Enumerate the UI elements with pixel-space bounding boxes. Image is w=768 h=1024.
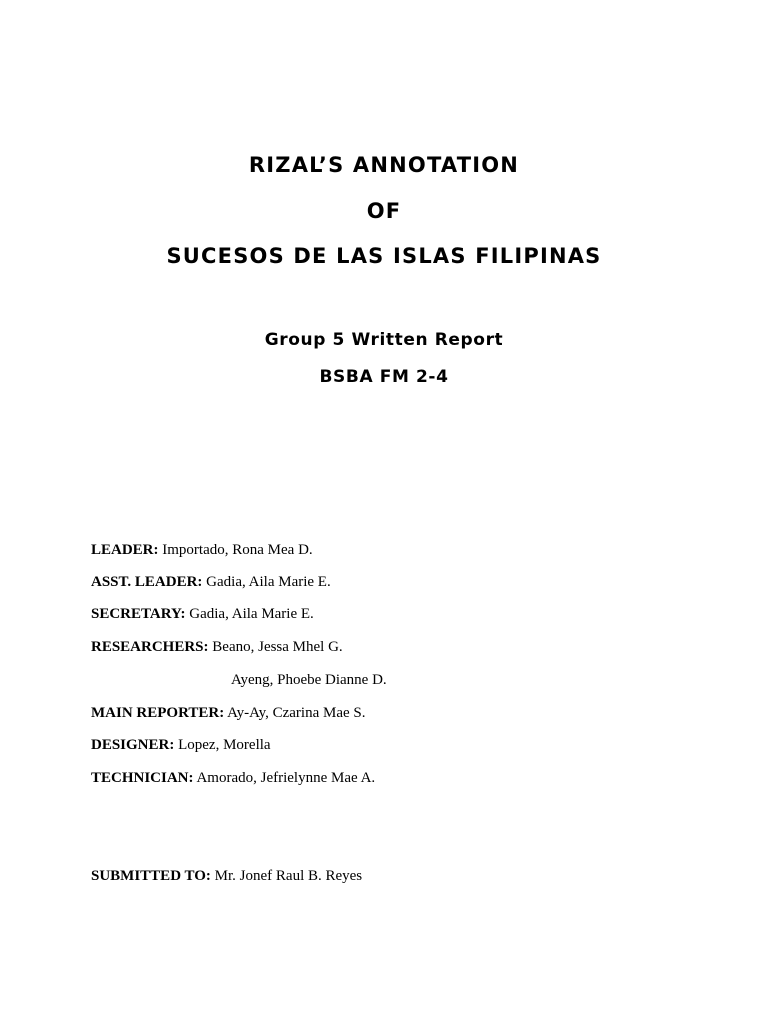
researchers-name-2: Ayeng, Phoebe Dianne D. [231,672,387,688]
report-group: Group 5 Written Report [264,330,504,350]
title-line-2: OF [366,199,402,223]
technician-name: Amorado, Jefrielynne Mae A. [196,770,376,786]
researchers-line-2 [231,673,387,688]
leader-role: LEADER: [91,542,159,558]
main-reporter-line [91,706,366,721]
report-section: BSBA FM 2-4 [319,367,449,387]
asst-leader-line [91,575,331,590]
leader-name: Importado, Rona Mea D. [162,542,313,558]
technician-role: TECHNICIAN: [91,770,194,786]
submitted-to-line [91,869,362,884]
asst-leader-name: Gadia, Aila Marie E. [206,574,331,590]
secretary-role: SECRETARY: [91,606,186,622]
asst-leader-role: ASST. LEADER: [91,574,203,590]
secretary-name: Gadia, Aila Marie E. [189,606,314,622]
main-reporter-role: MAIN REPORTER: [91,705,225,721]
main-reporter-name: Ay-Ay, Czarina Mae S. [227,705,366,721]
secretary-line [91,607,314,622]
technician-line [91,771,375,786]
researchers-role: RESEARCHERS: [91,639,209,655]
title-line-1: RIZAL’S ANNOTATION [248,153,520,177]
designer-line [91,738,271,753]
researchers-name: Beano, Jessa Mhel G. [212,639,343,655]
submitted-to-role: SUBMITTED TO: [91,868,211,884]
leader-line [91,543,313,558]
submitted-to-name: Mr. Jonef Raul B. Reyes [214,868,363,884]
designer-name: Lopez, Morella [178,737,271,753]
designer-role: DESIGNER: [91,737,175,753]
title-line-3: SUCESOS DE LAS ISLAS FILIPINAS [166,244,602,268]
researchers-line [91,640,343,655]
